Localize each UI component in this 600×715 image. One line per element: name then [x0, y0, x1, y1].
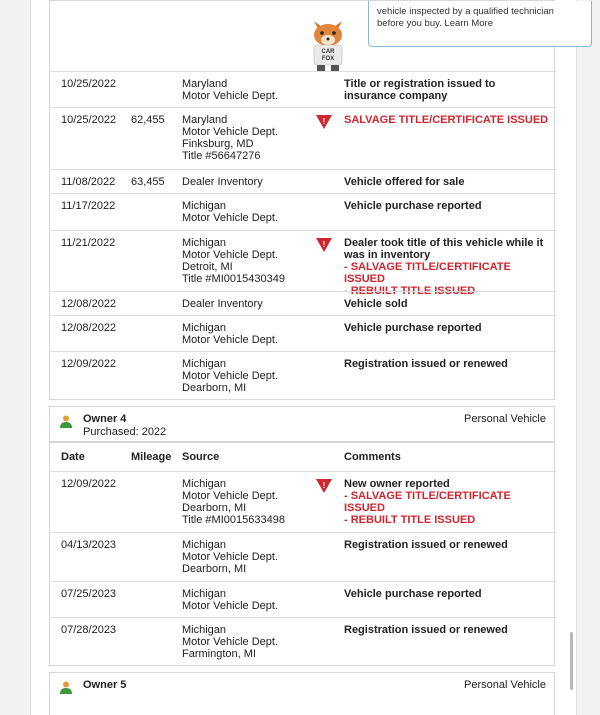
- source-line: Motor Vehicle Dept.: [182, 126, 278, 138]
- carfox-mascot-icon: [300, 13, 356, 73]
- row-date: 11/21/2022: [61, 237, 116, 249]
- source-line: Farmington, MI: [182, 648, 256, 660]
- history-row: [50, 471, 556, 532]
- report-page: [30, 0, 577, 715]
- title-brand-alert: - SALVAGE TITLE/CERTIFICATE ISSUED: [344, 490, 511, 514]
- source-line: Dealer Inventory: [182, 176, 263, 188]
- source-line: Dearborn, MI: [182, 382, 247, 394]
- comment-line: Vehicle purchase reported: [344, 200, 482, 212]
- col-header-date: Date: [61, 451, 85, 463]
- row-mileage: 63,455: [131, 176, 165, 188]
- warning-triangle-icon: [315, 237, 333, 253]
- row-date: 10/25/2022: [61, 114, 117, 126]
- source-line: Michigan: [182, 358, 227, 370]
- source-line: Dearborn, MI: [182, 563, 247, 575]
- source-line: Title #MI0015633498: [182, 514, 285, 526]
- source-line: Title #56647276: [182, 150, 261, 162]
- history-row: [50, 193, 556, 230]
- source-line: Motor Vehicle Dept.: [182, 90, 278, 102]
- row-source: [182, 114, 332, 162]
- title-brand-alert: - REBUILT TITLE ISSUED: [344, 285, 476, 297]
- col-header-mileage: Mileage: [131, 451, 172, 463]
- row-date: 07/28/2023: [61, 624, 117, 636]
- row-source: [182, 588, 332, 612]
- row-date: 11/08/2022: [61, 176, 116, 188]
- col-header-source: Source: [182, 451, 220, 463]
- row-source: [182, 539, 332, 575]
- owner-4-purchased: Purchased: 2022: [83, 426, 167, 438]
- row-comments: [344, 322, 549, 334]
- row-date: 12/09/2022: [61, 478, 117, 490]
- source-line: Motor Vehicle Dept.: [182, 551, 278, 563]
- source-line: Michigan: [182, 200, 227, 212]
- row-comments: [344, 78, 549, 102]
- source-line: Michigan: [182, 322, 227, 334]
- owner-5-type: Personal Vehicle: [464, 679, 546, 691]
- row-date: 12/09/2022: [61, 358, 117, 370]
- row-comments: [344, 237, 549, 297]
- comment-line: Vehicle purchase reported: [344, 322, 482, 334]
- row-date: 04/13/2023: [61, 539, 117, 551]
- source-line: Dealer Inventory: [182, 298, 263, 310]
- warning-triangle-icon: [315, 478, 333, 494]
- row-source: [182, 176, 332, 188]
- comment-line: Vehicle offered for sale: [344, 176, 465, 188]
- owner-person-icon: [60, 415, 72, 428]
- history-row: [50, 230, 556, 297]
- source-line: Motor Vehicle Dept.: [182, 600, 278, 612]
- svg-text:!: !: [322, 481, 326, 490]
- comment-line: Registration issued or renewed: [344, 624, 508, 636]
- row-date: 11/17/2022: [61, 200, 116, 212]
- source-line: Michigan: [182, 588, 227, 600]
- comment-line: Dealer took title of this vehicle while it was in inventory: [344, 237, 544, 261]
- svg-text:FOX: FOX: [321, 56, 335, 62]
- comment-line: New owner reported: [344, 478, 450, 490]
- row-comments: [344, 298, 549, 310]
- row-comments: [344, 176, 549, 188]
- comment-line: Title or registration issued to insurance company: [344, 78, 496, 102]
- history-row: [50, 315, 556, 351]
- source-line: Motor Vehicle Dept.: [182, 212, 278, 224]
- comment-line: Vehicle purchase reported: [344, 588, 482, 600]
- title-brand-alert: - REBUILT TITLE ISSUED: [344, 514, 476, 526]
- scrollbar-thumb[interactable]: [570, 632, 573, 690]
- history-row: [50, 71, 556, 107]
- comment-line: Registration issued or renewed: [344, 539, 508, 551]
- row-comments: [344, 539, 549, 551]
- row-source: [182, 200, 332, 224]
- row-mileage: 62,455: [131, 114, 165, 126]
- source-line: Motor Vehicle Dept.: [182, 490, 278, 502]
- row-source: [182, 478, 332, 526]
- svg-text:CAR: CAR: [321, 49, 335, 55]
- owner-4-header: [49, 406, 555, 442]
- row-source: [182, 624, 332, 660]
- source-line: Michigan: [182, 624, 227, 636]
- owner-4-type: Personal Vehicle: [464, 413, 546, 425]
- source-line: Michigan: [182, 539, 227, 551]
- owner-4-title: Owner 4: [83, 413, 127, 425]
- history-row: [50, 617, 556, 667]
- source-line: Motor Vehicle Dept.: [182, 370, 278, 382]
- row-source: [182, 322, 332, 346]
- source-line: Michigan: [182, 478, 227, 490]
- owner-person-icon: [60, 681, 72, 694]
- row-date: 12/08/2022: [61, 322, 117, 334]
- title-brand-alert: SALVAGE TITLE/CERTIFICATE ISSUED: [344, 114, 549, 126]
- warning-triangle-icon: [315, 114, 333, 130]
- row-comments: [344, 624, 549, 636]
- row-source: [182, 358, 332, 394]
- comment-line: Registration issued or renewed: [344, 358, 508, 370]
- row-comments: [344, 200, 549, 212]
- ownership-history-panel: [49, 0, 555, 400]
- source-line: Michigan: [182, 237, 227, 249]
- row-comments: [344, 478, 549, 526]
- owner-5-title: Owner 5: [83, 679, 127, 691]
- svg-text:!: !: [322, 240, 326, 249]
- row-date: 12/08/2022: [61, 298, 117, 310]
- source-line: Motor Vehicle Dept.: [182, 249, 278, 261]
- history-row: [50, 107, 556, 169]
- source-line: Title #MI0015430349: [182, 273, 285, 285]
- row-source: [182, 78, 332, 102]
- history-row: [50, 351, 556, 401]
- source-line: Dearborn, MI: [182, 502, 247, 514]
- history-row: [50, 532, 556, 581]
- owner-4-history-table: [49, 442, 555, 666]
- inspection-tip[interactable]: vehicle inspected by a qualified technician before you buy. Learn More: [368, 1, 592, 47]
- source-line: Motor Vehicle Dept.: [182, 334, 278, 346]
- owner-5-header: [49, 672, 555, 715]
- row-source: [182, 237, 332, 285]
- row-comments: [344, 588, 549, 600]
- row-comments: [344, 114, 549, 126]
- history-row: [50, 169, 556, 193]
- source-line: Maryland: [182, 78, 228, 90]
- row-date: 10/25/2022: [61, 78, 117, 90]
- row-date: 07/25/2023: [61, 588, 117, 600]
- source-line: Maryland: [182, 114, 228, 126]
- history-row: [50, 581, 556, 617]
- source-line: Detroit, MI: [182, 261, 233, 273]
- row-comments: [344, 358, 549, 370]
- source-line: Finksburg, MD: [182, 138, 254, 150]
- col-header-comments: Comments: [344, 451, 401, 463]
- title-brand-alert: - SALVAGE TITLE/CERTIFICATE ISSUED: [344, 261, 511, 285]
- source-line: Motor Vehicle Dept.: [182, 636, 278, 648]
- history-row: [50, 291, 556, 315]
- comment-line: Vehicle sold: [344, 298, 408, 310]
- row-source: [182, 298, 332, 310]
- svg-text:!: !: [322, 117, 326, 126]
